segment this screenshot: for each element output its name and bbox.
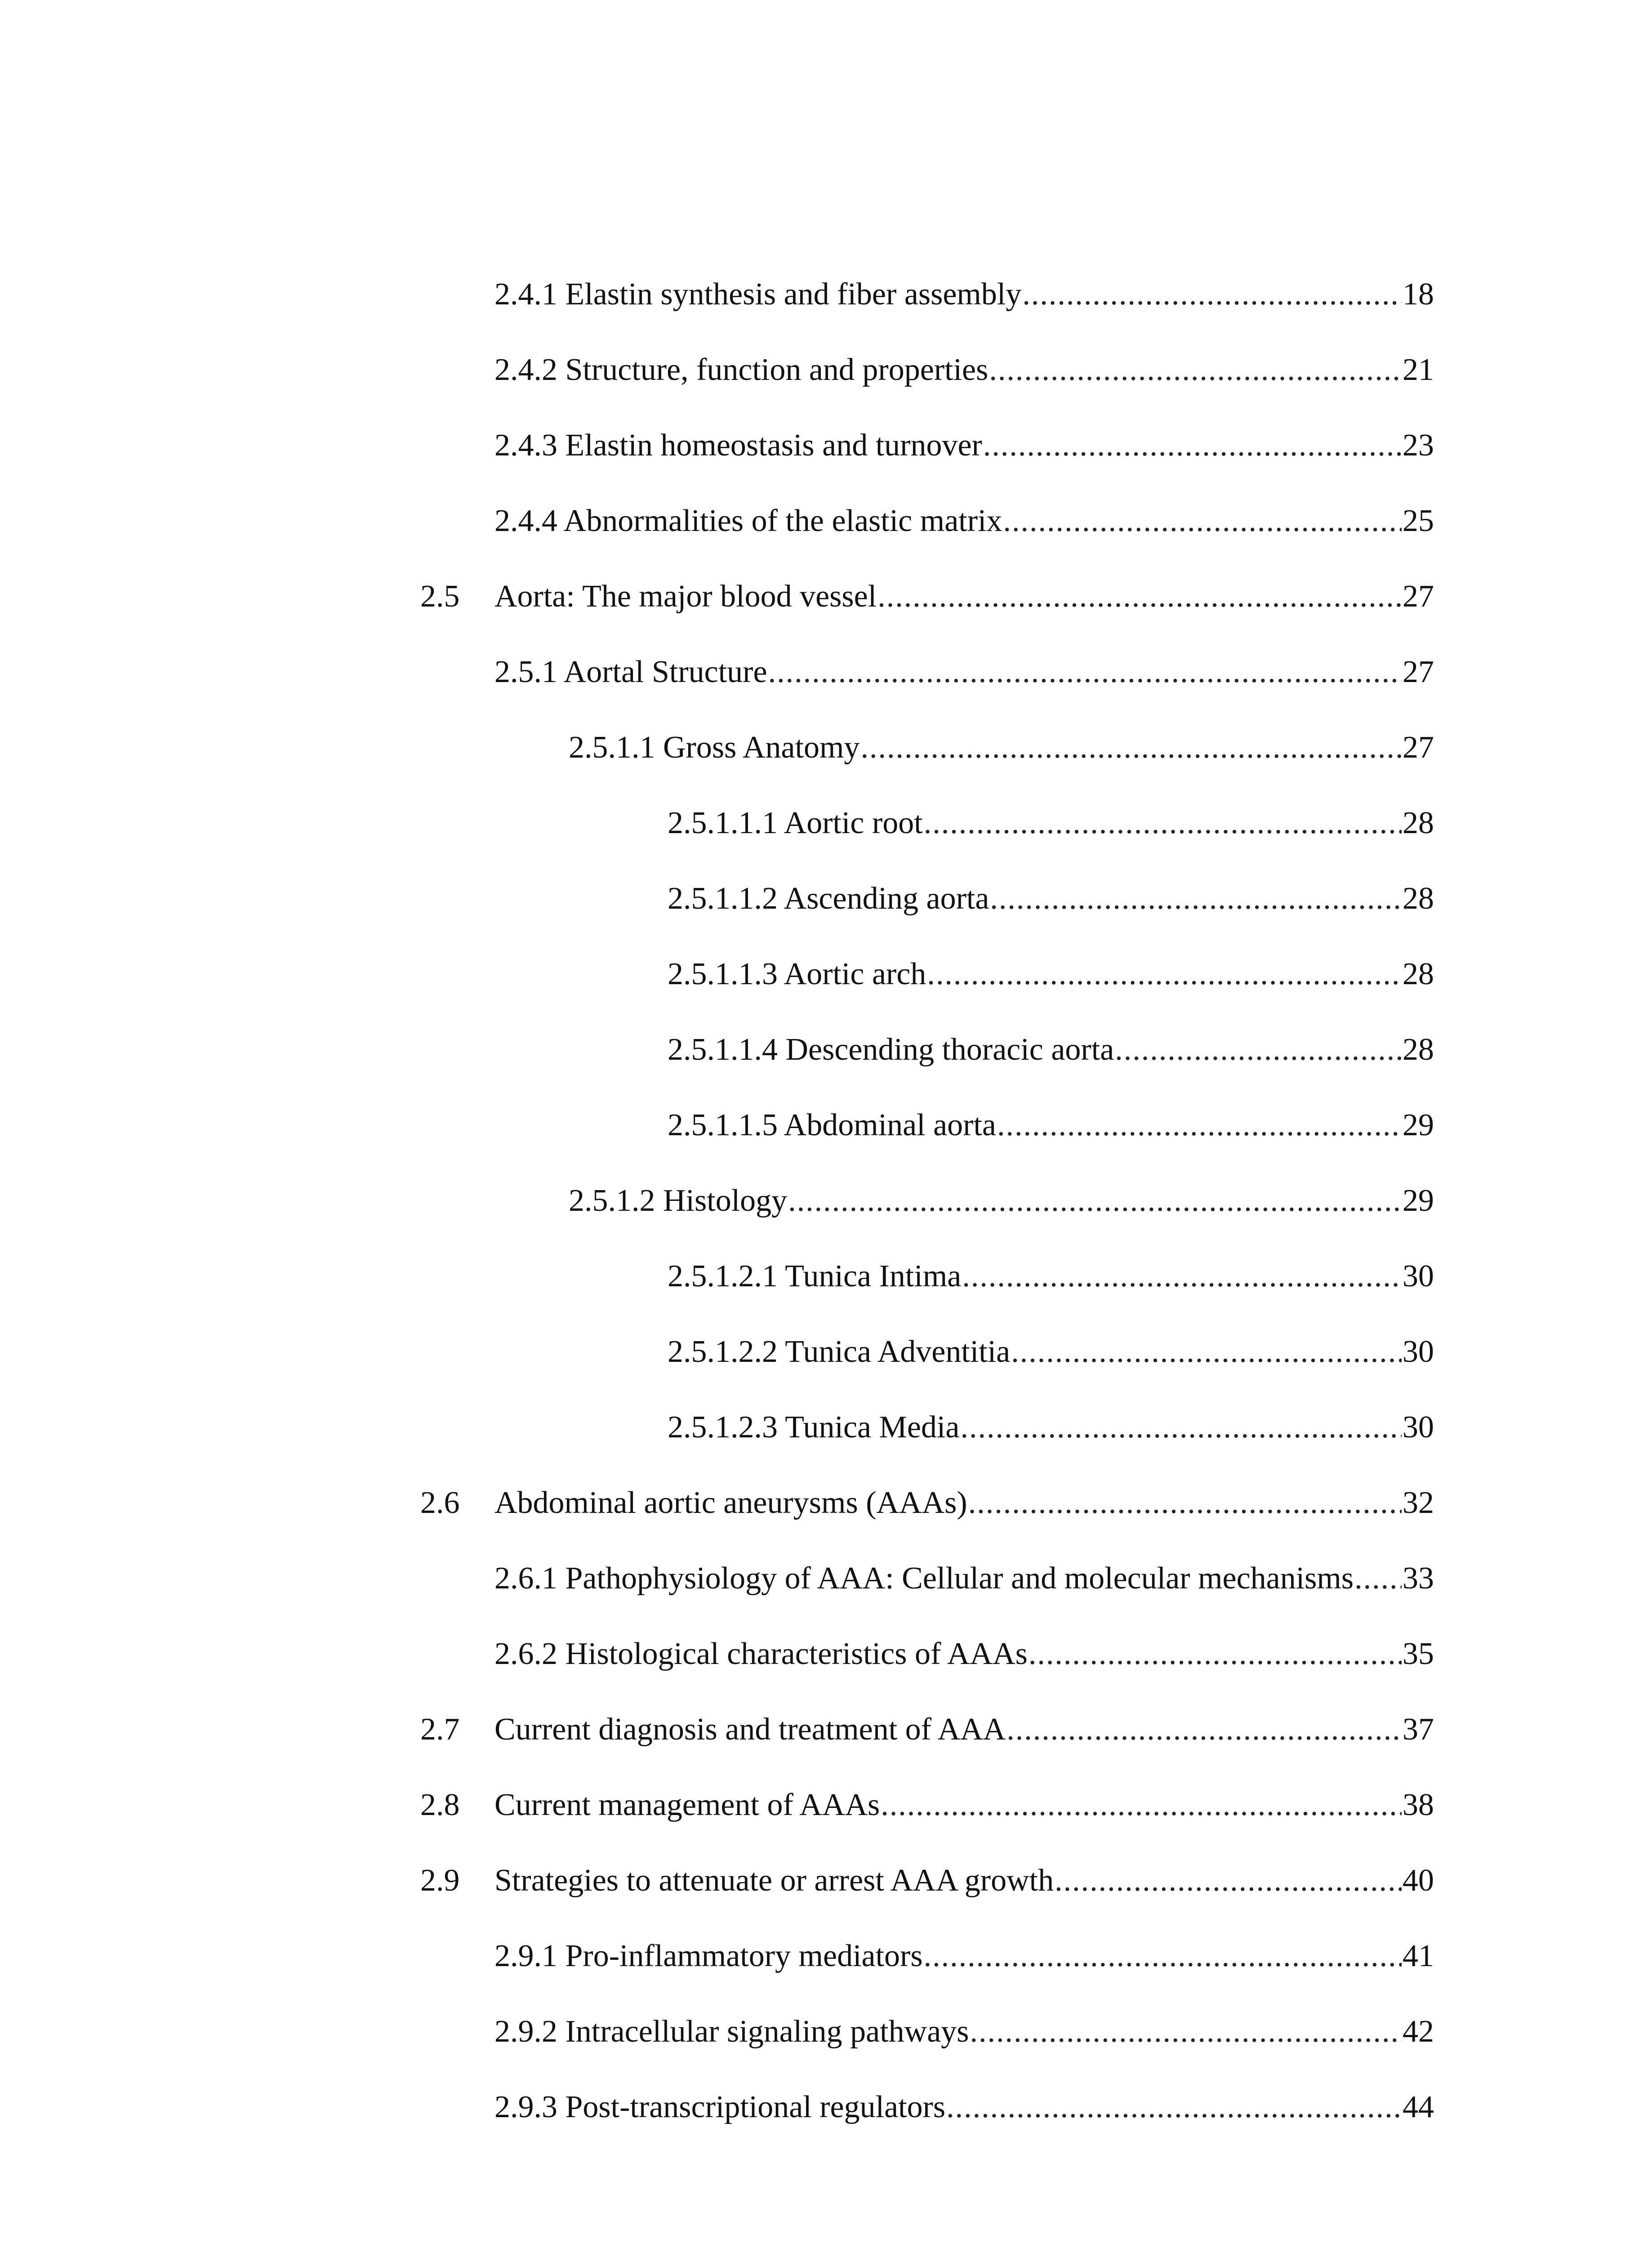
- toc-entry-body: [494, 1705, 1434, 1754]
- toc-page-number: 29: [1403, 1183, 1434, 1218]
- toc-page-number: 21: [1403, 352, 1434, 387]
- toc-entry-body: [494, 1478, 1434, 1528]
- toc-entry-body: [494, 1856, 1434, 1905]
- toc-entry[interactable]: [0, 723, 1652, 772]
- toc-entry[interactable]: [0, 421, 1652, 470]
- toc-entry-title: 2.4.3 Elastin homeostasis and turnover: [494, 428, 982, 463]
- toc-entry[interactable]: [0, 798, 1652, 848]
- toc-entry-body: [494, 2083, 1434, 2132]
- toc-entry-body: [494, 1554, 1434, 1603]
- toc-entry-body: [494, 572, 1434, 621]
- toc-entry-title: 2.5.1.1.1 Aortic root: [668, 806, 923, 840]
- toc-entry-title: 2.5.1.2.1 Tunica Intima: [668, 1259, 962, 1293]
- toc-dot-leader: [1055, 1856, 1402, 1905]
- toc-section-number: 2.6: [420, 1485, 460, 1520]
- toc-page-number: 27: [1403, 730, 1434, 765]
- toc-dot-leader: [788, 1176, 1402, 1226]
- toc-dot-leader: [861, 723, 1402, 772]
- toc-entry-body: [569, 1176, 1434, 1226]
- toc-entry[interactable]: [0, 1780, 1652, 1830]
- toc-dot-leader: [924, 1931, 1402, 1981]
- toc-dot-leader: [968, 1478, 1402, 1528]
- toc-entry-body: [494, 1629, 1434, 1679]
- toc-entry-body: [494, 345, 1434, 395]
- toc-dot-leader: [946, 2083, 1402, 2132]
- toc-entry-title: Abdominal aortic aneurysms (AAAs): [494, 1485, 967, 1520]
- toc-dot-leader: [990, 874, 1402, 923]
- toc-entry-body: [494, 647, 1434, 697]
- toc-dot-leader: [1011, 1327, 1402, 1377]
- toc-dot-leader: [1354, 1554, 1402, 1603]
- toc-dot-leader: [1006, 1705, 1402, 1754]
- toc-dot-leader: [927, 950, 1402, 999]
- toc-entry-title: 2.5.1.1.4 Descending thoracic aorta: [668, 1032, 1114, 1067]
- toc-entry-body: [569, 723, 1434, 772]
- toc-page-number: 40: [1403, 1863, 1434, 1898]
- toc-section-number: 2.9: [420, 1863, 460, 1898]
- toc-dot-leader: [962, 1252, 1402, 1301]
- toc-page-number: 42: [1403, 2014, 1434, 2049]
- toc-entry[interactable]: [0, 1705, 1652, 1754]
- toc-dot-leader: [1022, 270, 1402, 319]
- toc-entry-body: [668, 798, 1434, 848]
- toc-entry-title: Aorta: The major blood vessel: [494, 579, 877, 614]
- toc-entry[interactable]: [0, 1176, 1652, 1226]
- toc-entry[interactable]: [0, 1629, 1652, 1679]
- toc-entry-body: [668, 1025, 1434, 1075]
- toc-entry-body: [668, 1327, 1434, 1377]
- toc-dot-leader: [877, 572, 1402, 621]
- toc-dot-leader: [970, 2007, 1402, 2056]
- toc-page-number: 23: [1403, 428, 1434, 463]
- toc-page-number: 25: [1403, 504, 1434, 538]
- toc-entry-title: 2.6.2 Histological characteristics of AAAs: [494, 1637, 1028, 1671]
- toc-page-number: 38: [1403, 1788, 1434, 1822]
- toc-page-number: 35: [1403, 1637, 1434, 1671]
- toc-entry[interactable]: [0, 1327, 1652, 1377]
- toc-entry-title: Strategies to attenuate or arrest AAA growth: [494, 1863, 1054, 1898]
- toc-entry-body: [494, 1780, 1434, 1830]
- toc-page-number: 30: [1403, 1410, 1434, 1445]
- toc-dot-leader: [997, 1101, 1402, 1150]
- toc-entry[interactable]: [0, 1554, 1652, 1603]
- toc-page-number: 30: [1403, 1259, 1434, 1293]
- toc-entry-title: 2.4.2 Structure, function and properties: [494, 352, 989, 387]
- toc-entry[interactable]: [0, 1478, 1652, 1528]
- toc-entry-title: 2.5.1.2 Histology: [569, 1183, 788, 1218]
- toc-page-number: 33: [1403, 1561, 1434, 1596]
- toc-entry-title: 2.5.1.1.2 Ascending aorta: [668, 881, 989, 916]
- toc-dot-leader: [768, 647, 1402, 697]
- toc-dot-leader: [924, 798, 1402, 848]
- toc-entry[interactable]: [0, 270, 1652, 319]
- toc-section-number: 2.5: [420, 579, 460, 614]
- toc-entry-title: Current management of AAAs: [494, 1788, 880, 1822]
- toc-entry-body: [494, 496, 1434, 546]
- toc-dot-leader: [1003, 496, 1402, 546]
- toc-dot-leader: [881, 1780, 1402, 1830]
- toc-page-number: 28: [1403, 881, 1434, 916]
- toc-entry-title: 2.5.1.1.5 Abdominal aorta: [668, 1108, 997, 1142]
- toc-entry-title: 2.5.1.1 Gross Anatomy: [569, 730, 860, 765]
- toc-dot-leader: [1115, 1025, 1402, 1075]
- toc-entry[interactable]: [0, 1101, 1652, 1150]
- toc-page-number: 27: [1403, 655, 1434, 689]
- toc-entry-title: 2.9.3 Post-transcriptional regulators: [494, 2090, 946, 2124]
- toc-entry[interactable]: [0, 647, 1652, 697]
- toc-page-number: 41: [1403, 1939, 1434, 1973]
- toc-page-number: 28: [1403, 957, 1434, 991]
- toc-entry-body: [668, 1403, 1434, 1452]
- toc-entry-title: 2.9.2 Intracellular signaling pathways: [494, 2014, 969, 2049]
- toc-entry-title: 2.5.1 Aortal Structure: [494, 655, 767, 689]
- toc-entry-body: [668, 874, 1434, 923]
- toc-entry-title: 2.4.1 Elastin synthesis and fiber assembly: [494, 277, 1022, 312]
- toc-dot-leader: [989, 345, 1402, 395]
- toc-entry[interactable]: [0, 1931, 1652, 1981]
- toc-entry-title: 2.5.1.2.2 Tunica Adventitia: [668, 1334, 1011, 1369]
- toc-entry-body: [494, 1931, 1434, 1981]
- toc-entry[interactable]: [0, 2007, 1652, 2056]
- toc-entry[interactable]: [0, 950, 1652, 999]
- toc-entry[interactable]: [0, 1856, 1652, 1905]
- toc-page-number: 30: [1403, 1334, 1434, 1369]
- toc-page-number: 44: [1403, 2090, 1434, 2124]
- toc-dot-leader: [960, 1403, 1402, 1452]
- toc-entry-title: 2.5.1.1.3 Aortic arch: [668, 957, 926, 991]
- toc-page-number: 28: [1403, 1032, 1434, 1067]
- toc-entry-body: [668, 1101, 1434, 1150]
- toc-page-number: 28: [1403, 806, 1434, 840]
- toc-page-number: 32: [1403, 1485, 1434, 1520]
- toc-entry-title: 2.9.1 Pro-inflammatory mediators: [494, 1939, 923, 1973]
- toc-entry-body: [668, 1252, 1434, 1301]
- toc-entry[interactable]: [0, 1252, 1652, 1301]
- toc-entry[interactable]: [0, 874, 1652, 923]
- toc-page-number: 29: [1403, 1108, 1434, 1142]
- toc-dot-leader: [1029, 1629, 1402, 1679]
- toc-entry-title: 2.5.1.2.3 Tunica Media: [668, 1410, 960, 1445]
- toc-entry-body: [668, 950, 1434, 999]
- toc-section-number: 2.7: [420, 1712, 460, 1747]
- toc-page-number: 18: [1403, 277, 1434, 312]
- toc-entry[interactable]: [0, 1025, 1652, 1075]
- toc-entry-body: [494, 270, 1434, 319]
- toc-dot-leader: [983, 421, 1402, 470]
- toc-entry[interactable]: [0, 572, 1652, 621]
- toc-page-number: 37: [1403, 1712, 1434, 1747]
- toc-entry-title: 2.4.4 Abnormalities of the elastic matrix: [494, 504, 1002, 538]
- toc-entry[interactable]: [0, 345, 1652, 395]
- toc-entry-title: Current diagnosis and treatment of AAA: [494, 1712, 1006, 1747]
- toc-entry-title: 2.6.1 Pathophysiology of AAA: Cellular and molecular mechanisms: [494, 1561, 1354, 1596]
- toc-entry[interactable]: [0, 496, 1652, 546]
- toc-entry[interactable]: [0, 2083, 1652, 2132]
- toc-entry-body: [494, 2007, 1434, 2056]
- toc-section-number: 2.8: [420, 1788, 460, 1822]
- toc-entry[interactable]: [0, 1403, 1652, 1452]
- toc-entry-body: [494, 421, 1434, 470]
- toc-page-number: 27: [1403, 579, 1434, 614]
